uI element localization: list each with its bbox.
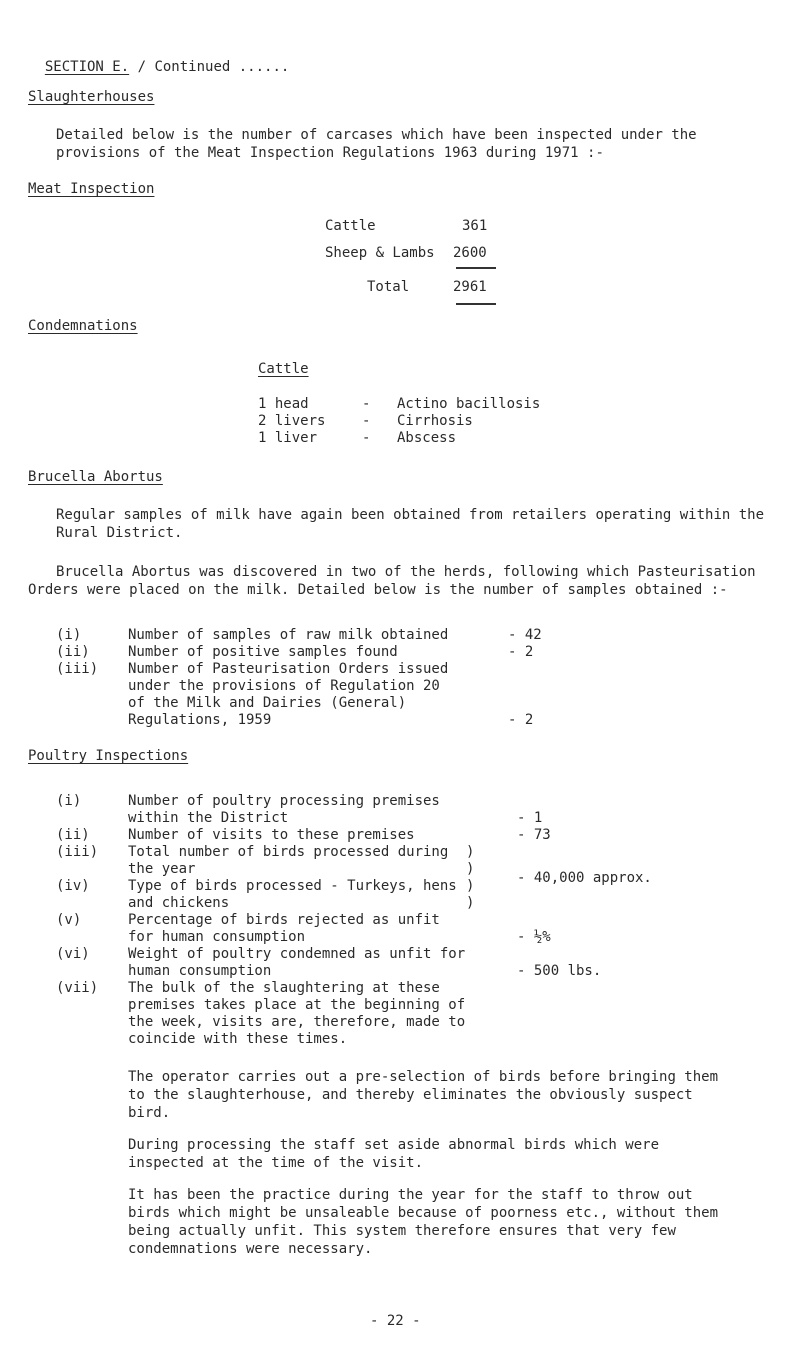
brucella-item-text: Number of positive samples found <box>128 644 398 660</box>
brucella-item-value: - 2 <box>508 712 534 728</box>
poultry-para-during: During processing the staff set aside abnormal birds which were inspected at the time of the visit. <box>128 1137 660 1171</box>
heading-slaughterhouses: Slaughterhouses <box>28 89 155 105</box>
brucella-item-value: - 42 <box>508 627 542 643</box>
poultry-item-text: Number of visits to these premises <box>128 827 415 843</box>
poultry-item-value: - ½% <box>517 929 551 945</box>
poultry-item-text: Weight of poultry condemned as unfit for human consumption <box>128 946 466 979</box>
poultry-para-operator: The operator carries out a pre-selection of birds before bringing them to the slaughterhouse, and thereby eliminates the obviously suspect bird. <box>128 1069 719 1121</box>
condemnation-cause: Cirrhosis <box>397 413 473 429</box>
heading-poultry-inspections: Poultry Inspections <box>28 748 189 764</box>
rule-below-total <box>456 303 496 305</box>
poultry-item-num: (v) <box>56 912 82 928</box>
poultry-item-num: (vi) <box>56 946 90 962</box>
brucella-para-2: Brucella Abortus was discovered in two of the herds, following which Pasteurisation Orders were placed on the milk. Detailed below is the number of samples obtained :- <box>28 564 756 598</box>
brucella-item-num: (ii) <box>56 644 90 660</box>
brucella-item-text: Number of Pasteurisation Orders issued under the provisions of Regulation 20 of the Milk and Dairies (General) Regulations, 1959 <box>128 661 449 728</box>
poultry-item-num: (vii) <box>56 980 99 996</box>
meat-row-cattle-label: Cattle <box>325 218 376 234</box>
brucella-item-num: (i) <box>56 627 82 643</box>
meat-total-label: Total <box>367 279 410 295</box>
condemnation-dash: - <box>362 430 371 446</box>
continued-label: / Continued ...... <box>137 59 290 75</box>
poultry-item-text: Type of birds processed - Turkeys, hens and chickens <box>128 878 457 911</box>
poultry-item-text: Number of poultry processing premises within the District <box>128 793 440 826</box>
poultry-item-text: The bulk of the slaughtering at these premises takes place at the beginning of the week, visits are, therefore, made to coincide with these times. <box>128 980 466 1047</box>
bracket-mark: ) <box>466 861 475 877</box>
bracket-mark: ) <box>466 844 475 860</box>
condemnation-qty: 1 liver <box>258 430 318 446</box>
section-label: SECTION E. <box>44 59 130 75</box>
brucella-para-1: Regular samples of milk have again been obtained from retailers operating within the Rural District. <box>56 507 765 541</box>
condemnations-subheading-cattle: Cattle <box>258 361 309 377</box>
heading-brucella-abortus: Brucella Abortus <box>28 469 163 485</box>
condemnation-qty: 1 head <box>258 396 309 412</box>
condemnation-dash: - <box>362 396 371 412</box>
poultry-item-num: (iv) <box>56 878 90 894</box>
poultry-item-value: - 500 lbs. <box>517 963 602 979</box>
poultry-item-num: (iii) <box>56 844 99 860</box>
poultry-item-text: Percentage of birds rejected as unfit for human consumption <box>128 912 440 945</box>
slaughterhouses-intro: Detailed below is the number of carcases which have been inspected under the provisions of the Meat Inspection Regulations 1963 during 1971 :- <box>56 127 697 161</box>
meat-row-sheep-value: 2600 <box>453 245 487 261</box>
condemnation-cause: Abscess <box>397 430 457 446</box>
brucella-item-num: (iii) <box>56 661 99 677</box>
meat-total-value: 2961 <box>453 279 487 295</box>
brucella-item-value: - 2 <box>508 644 534 660</box>
poultry-item-value: - 1 <box>517 810 543 826</box>
condemnation-dash: - <box>362 413 371 429</box>
bracket-mark: ) <box>466 895 475 911</box>
heading-condemnations: Condemnations <box>28 318 138 334</box>
condemnation-cause: Actino bacillosis <box>397 396 541 412</box>
condemnation-qty: 2 livers <box>258 413 326 429</box>
poultry-item-num: (i) <box>56 793 82 809</box>
page-number: - 22 - <box>370 1313 421 1329</box>
meat-row-sheep-label: Sheep & Lambs <box>325 245 435 261</box>
poultry-item-num: (ii) <box>56 827 90 843</box>
rule-above-total <box>456 267 496 269</box>
poultry-para-practice: It has been the practice during the year for the staff to throw out birds which might be unsaleable because of poorness etc., without them being actually unfit. This system therefore ensures that very few condemnations were necessary. <box>128 1187 719 1257</box>
section-header <box>28 42 289 76</box>
poultry-item-value: - 73 <box>517 827 551 843</box>
poultry-birds-processed-value: - 40,000 approx. <box>517 870 652 886</box>
brucella-item-text: Number of samples of raw milk obtained <box>128 627 449 643</box>
heading-meat-inspection: Meat Inspection <box>28 181 155 197</box>
meat-row-cattle-value: 361 <box>462 218 488 234</box>
poultry-item-text: Total number of birds processed during the year <box>128 844 449 877</box>
bracket-mark: ) <box>466 878 475 894</box>
